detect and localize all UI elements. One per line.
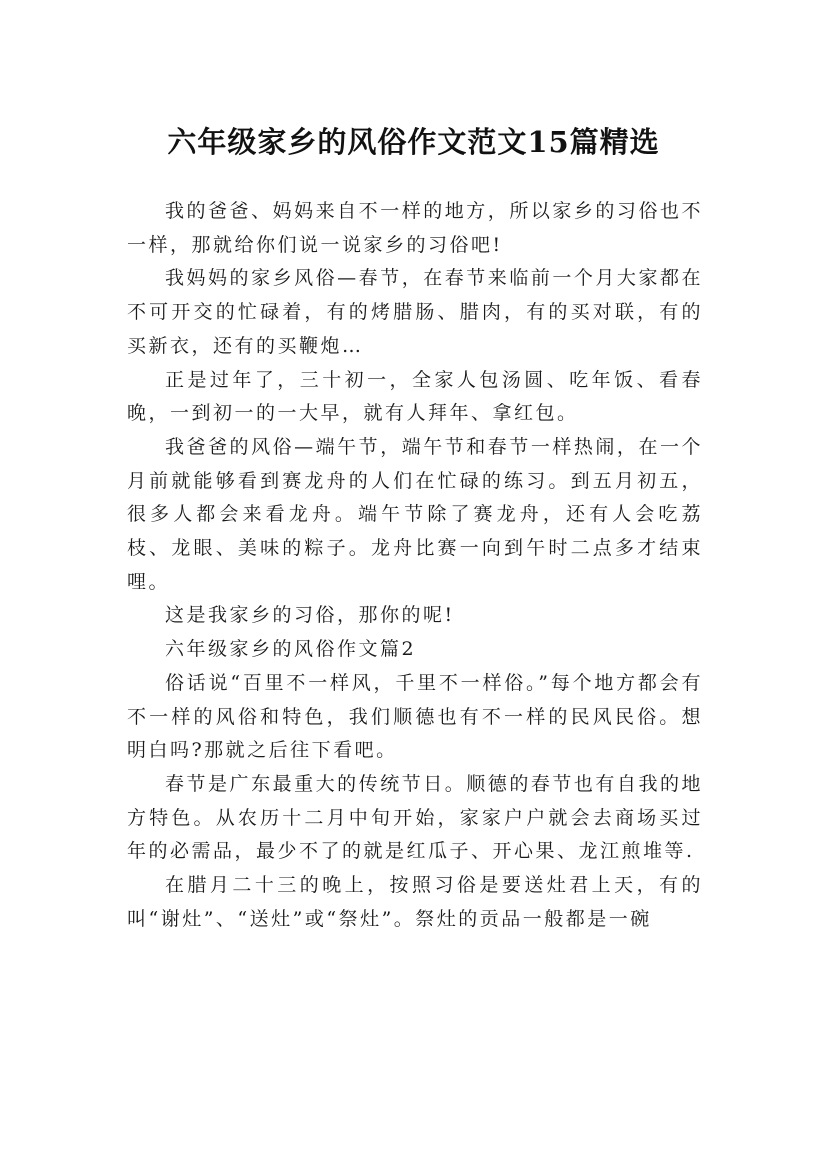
paragraph: 我爸爸的风俗—端午节，端午节和春节一样热闹，在一个月前就能够看到赛龙舟的人们在忙碌的练习。到五月初五，很多人都会来看龙舟。端午节除了赛龙舟，还有人会吃荔枝、龙眼、美味的粽子。龙舟比赛一向到午时二点多才结束哩。 bbox=[127, 435, 703, 593]
paragraph: 俗话说“百里不一样风，千里不一样俗。”每个地方都会有不一样的风俗和特色，我们顺德也有不一样的民风民俗。想明白吗?那就之后往下看吧。 bbox=[127, 671, 703, 762]
document-title: 六年级家乡的风俗作文范文15篇精选 bbox=[167, 125, 660, 160]
document-body bbox=[127, 195, 703, 936]
section-heading: 六年级家乡的风俗作文篇2 bbox=[165, 638, 417, 661]
paragraph: 在腊月二十三的晚上，按照习俗是要送灶君上天，有的叫“谢灶”、“送灶”或“祭灶”。祭灶的贡品一般都是一碗 bbox=[127, 874, 703, 930]
paragraph: 我妈妈的家乡风俗—春节，在春节来临前一个月大家都在不可开交的忙碌着，有的烤腊肠、腊肉，有的买对联，有的买新衣，还有的买鞭炮… bbox=[127, 267, 703, 357]
paragraph: 春节是广东最重大的传统节日。顺德的春节也有自我的地方特色。从农历十二月中旬开始，家家户户就会去商场买过年的必需品，最少不了的就是红瓜子、开心果、龙江煎堆等. bbox=[127, 772, 703, 863]
paragraph: 这是我家乡的习俗，那你的呢! bbox=[165, 604, 455, 627]
paragraph: 正是过年了，三十初一，全家人包汤圆、吃年饭、看春晚，一到初一的一大早，就有人拜年、拿红包。 bbox=[127, 368, 703, 425]
paragraph: 我的爸爸、妈妈来自不一样的地方，所以家乡的习俗也不一样，那就给你们说一说家乡的习俗吧! bbox=[127, 200, 703, 256]
